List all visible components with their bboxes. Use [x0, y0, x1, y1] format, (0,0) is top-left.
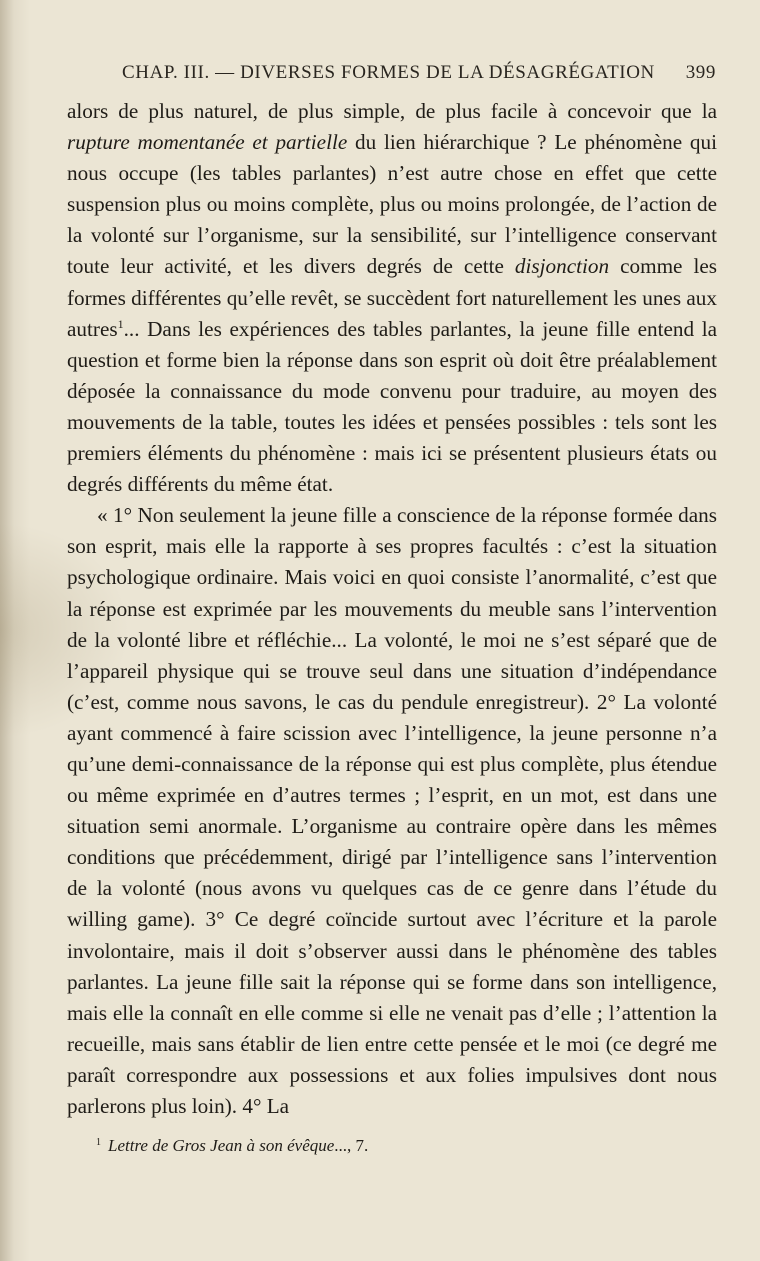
page-number: 399 — [685, 62, 716, 83]
paragraph-1 — [67, 96, 717, 500]
paragraph-2: « 1° Non seulement la jeune fille a conscience de la réponse formée dans son esprit, mais elle la rapporte à ses propres facultés : c’est la situation psychologique ordinaire. Mais voici en quoi consiste l’anormalité, c’est que la réponse est exprimée par les mouvements du meuble sans l’intervention de la volonté libre et réfléchie... La volonté, le moi ne s’est séparé que de l’appareil physique qui se trouve seul dans une situation d’indépendance (c’est, comme nous savons, le cas du pendule enregistreur). 2° La volonté ayant commencé à faire scission avec l’intelligence, la jeune personne n’a qu’une demi-connaissance de la réponse qui est plus complète, plus étendue ou même exprimée en d’autres termes ; l’esprit, en un mot, est dans une situation semi anormale. L’organisme au contraire opère dans les mêmes conditions que précédemment, dirigé par l’intelligence sans l’intervention de la volonté (nous avons vu quelques cas de ce genre dans l’étude du willing game). 3° Ce degré coïncide surtout avec l’écriture et la parole involontaire, mais il doit s’observer aussi dans le phénomène des tables parlantes. La jeune fille sait la réponse qui se forme dans son intelligence, mais elle la connaît en elle comme si elle ne venait pas d’elle ; l’attention la recueille, mais sans établir de lien entre cette pensée et le moi (ce degré me paraît correspondre aux possessions et aux folies impulsives dont nous parlerons plus loin). 4° La — [67, 503, 717, 1118]
footnote-reference[interactable]: 1 — [117, 316, 124, 331]
paragraph-1-text-f: ... Dans les expériences des tables parlantes, la jeune fille entend la question et forme bien la réponse dans son esprit où doit être préalablement déposée la connaissance du mode convenu pour traduire, au moyen des mouvements de la table, toutes les idées et pensées possibles : tels sont les premiers éléments du phénomène : mais ici se présentent plusieurs états ou degrés différents du même état. — [67, 316, 717, 497]
footnote-marker: 1 — [96, 1137, 101, 1148]
footnote — [96, 1132, 716, 1157]
footnote-title: Lettre de Gros Jean à son évêque — [108, 1136, 335, 1155]
paragraph-1-text-e: comme les formes différentes qu’elle revêt, se succèdent fort naturellement les unes aux autres — [67, 254, 717, 341]
paragraph-1-text-c: du lien hiérarchique ? Le phénomène qui nous occupe (les tables parlantes) n’est autre chose en effet que cette suspension plus ou moins complète, plus ou moins prolongée, de l’action de la volonté sur l’organisme, sur la sensibilité, sur l’intelligence conservant toute leur activité, et les divers degrés de cette — [67, 130, 717, 279]
paragraph-1-text-a: alors de plus naturel, de plus simple, de plus facile à concevoir que la — [67, 99, 717, 123]
running-title: CHAP. III. — DIVERSES FORMES DE LA DÉSAGRÉGATION — [122, 62, 655, 83]
footnote-tail: ..., 7. — [334, 1136, 369, 1155]
italic-phrase-rupture: rupture momentanée et partielle — [67, 130, 348, 155]
body-text — [67, 96, 717, 1122]
italic-word-disjonction: disjonction — [514, 254, 610, 279]
